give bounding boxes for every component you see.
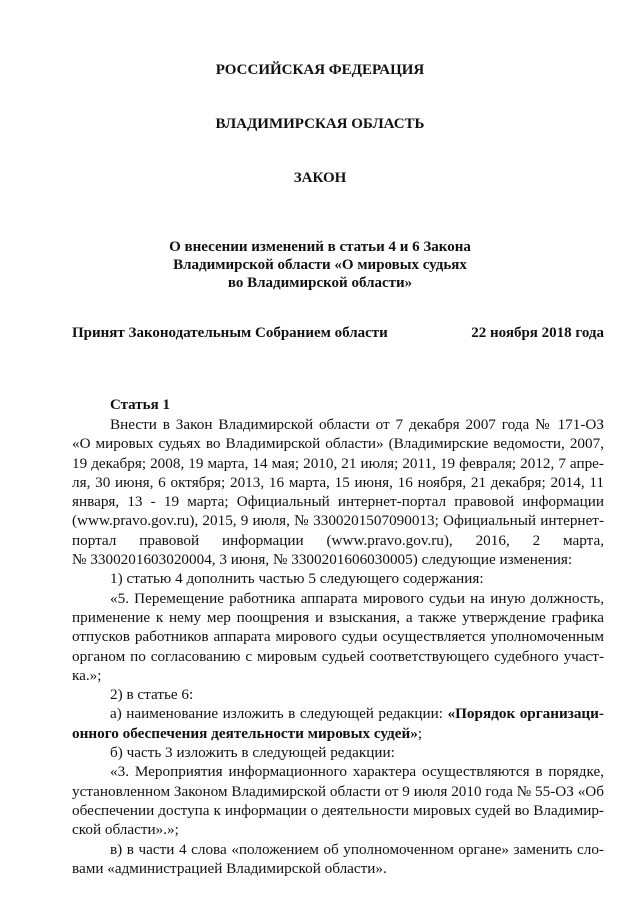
item-1-text-line: «5. Перемещение работника аппарата мирового судьи на иную должность, <box>110 589 604 607</box>
intro-line: № 3300201603020004, 3 июня, № 3300201606030005) следующие изменения: <box>72 551 573 569</box>
item-2c-line: вами «администрацией Владимирской области». <box>72 859 387 877</box>
item-2b-text-line: ской области».»; <box>72 821 179 839</box>
item-2: 2) в статье 6: <box>110 686 194 704</box>
item-2b-text-line: обеспечении доступа к информации о деятельности мировых судей во Владимир- <box>72 801 604 819</box>
item-1-text-line: применение к нему мер поощрения и взыскания, а также утверждение графика <box>72 608 604 626</box>
item-2c-line: в) в части 4 слова «положением об уполномоченном органе» заменить сло- <box>110 840 604 858</box>
item-1: 1) статью 4 дополнить частью 5 следующего содержания: <box>110 570 484 588</box>
item-2b-text-line: «3. Мероприятия информационного характера осуществляются в порядке, <box>110 763 604 781</box>
item-2b-text-line: установленном Законом Владимирской области от 9 июля 2010 года № 55-ОЗ «Об <box>72 782 604 800</box>
item-2a-title-part: «Порядок организаци- <box>447 705 604 723</box>
law-subject <box>0 238 640 292</box>
item-2a-title-part: онного обеспечения деятельности мировых судей» <box>72 724 418 742</box>
item-2a-line <box>72 724 604 743</box>
item-2a-prefix: а) наименование изложить в следующей редакции: <box>110 705 448 723</box>
item-2b: б) часть 3 изложить в следующей редакции: <box>110 744 395 762</box>
article-title: Статья 1 <box>110 397 170 413</box>
country-heading: РОССИЙСКАЯ ФЕДЕРАЦИЯ <box>215 62 425 78</box>
item-2a-suffix: ; <box>417 724 423 742</box>
doc-type-heading: ЗАКОН <box>293 170 347 186</box>
intro-line: портал правовой информации (www.pravo.gov.ru), 2016, 2 марта, <box>72 531 604 549</box>
intro-line: «О мировых судьях во Владимирской области» (Владимирские ведомости, 2007, <box>72 435 604 453</box>
region-heading: ВЛАДИМИРСКАЯ ОБЛАСТЬ <box>215 116 425 132</box>
subject-line: во Владимирской области» <box>227 275 413 291</box>
item-1-text-line: отпусков работников аппарата мирового судьи осуществляется уполномоченным <box>72 628 604 646</box>
intro-line: января, 13 - 19 марта; Официальный интернет-портал правовой информации <box>72 493 604 511</box>
intro-line: ля, 30 июня, 6 октября; 2013, 16 марта, 15 июня, 16 ноября, 21 декабря; 2014, 11 <box>72 473 604 491</box>
article-body <box>72 415 604 878</box>
item-2a-line <box>72 704 604 723</box>
item-1-text-line: органом по согласованию с мировым судьей соответствующего судебного участ- <box>72 647 604 665</box>
intro-line: (www.pravo.gov.ru), 2015, 9 июля, № 3300201507090013; Официальный интернет- <box>72 512 604 530</box>
item-1-text-line: ка.»; <box>72 666 102 684</box>
intro-line: Внести в Закон Владимирской области от 7 декабря 2007 года № 171-ОЗ <box>110 416 604 433</box>
intro-line: 19 декабря; 2008, 19 марта, 14 мая; 2010, 21 июля; 2011, 19 февраля; 2012, 7 апре- <box>72 454 604 472</box>
adopted-by: Принят Законодательным Собранием области <box>72 325 388 341</box>
subject-line: Владимирской области «О мировых судьях <box>173 257 467 273</box>
adoption-date: 22 ноября 2018 года <box>471 325 604 341</box>
subject-line: О внесении изменений в статьи 4 и 6 Закона <box>169 239 471 255</box>
